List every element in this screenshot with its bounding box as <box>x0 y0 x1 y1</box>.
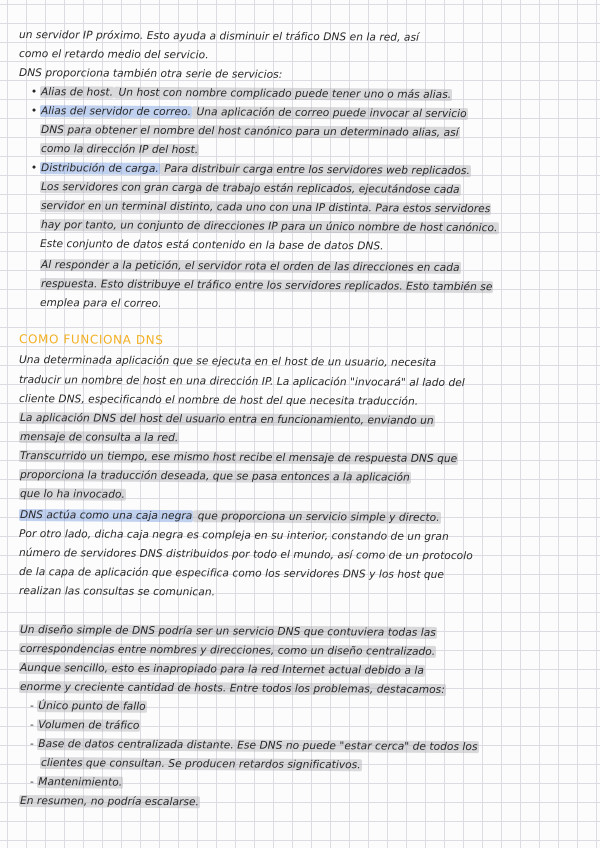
service-title: Alias de host. <box>40 86 114 99</box>
text-line: emplea para el correo. <box>39 297 162 310</box>
text-line: Este conjunto de datos está contenido en la base de datos DNS. <box>39 238 384 253</box>
service-text: Un host con nombre complicado puede tener uno o más alias. <box>115 86 452 101</box>
text-line: traducir un nombre de host en una dirección IP. La aplicación "invocará" al lado del <box>18 374 465 390</box>
text-line: servidor en un terminal distinto, cada uno con una IP distinta. Para estos servidores <box>40 200 491 216</box>
text-line: DNS proporciona también otra serie de servicios: <box>18 67 283 81</box>
text-line: proporciona la traducción deseada, que se pasa entonces a la aplicación <box>19 469 410 484</box>
text-line: respuesta. Esto distribuye el tráfico entre los servidores replicados. Esto también se <box>40 278 493 294</box>
blackbox-title: DNS actúa como una caja negra <box>19 509 193 523</box>
text-line: enorme y creciente cantidad de hosts. Entre todos los problemas, destacamos: <box>19 681 445 696</box>
service-title: Alias del servidor de correo. <box>40 105 192 119</box>
text-line: Al responder a la petición, el servidor rota el orden de las direcciones en cada <box>40 259 460 274</box>
text-line: de la capa de aplicación que especifica como los servidores DNS y los host que <box>18 566 445 581</box>
service-text: Una aplicación de correo puede invocar al servicio <box>193 106 467 121</box>
bullet-icon: • <box>30 105 38 118</box>
problem-item: - Único punto de fallo <box>29 700 146 713</box>
bullet-icon: • <box>30 86 38 99</box>
service-alias-mail <box>28 104 600 123</box>
text-line: un servidor IP próximo. Esto ayuda a disminuir el tráfico DNS en la red, así <box>18 29 420 44</box>
text-line: Los servidores con gran carga de trabajo están replicados, ejecutándose cada <box>40 181 460 196</box>
service-title: Distribución de carga. <box>40 162 159 175</box>
section-heading: COMO FUNCIONA DNS <box>18 332 164 348</box>
text-line: número de servidores DNS distribuidos por todo el mundo, así como de un protocolo <box>18 547 473 563</box>
problem-item: - Mantenimiento. <box>29 776 123 789</box>
text-line: Un diseño simple de DNS podría ser un servicio DNS que contuviera todas las <box>19 624 436 639</box>
problem-item: - Base de datos centralizada distante. Ese DNS no puede "estar cerca" de todos los <box>29 738 478 754</box>
text-line: DNS actúa como una caja negra que proporciona un servicio simple y directo. <box>19 509 440 524</box>
text-line: Aunque sencillo, esto es inapropiado para la red Internet actual debido a la <box>19 662 424 677</box>
text-line: como la dirección IP del host. <box>40 143 199 157</box>
service-load-balancing <box>28 161 600 180</box>
text-line: Por otro lado, dicha caja negra es compleja en su interior, constando de un gran <box>18 528 449 544</box>
bullet-icon: • <box>30 162 38 175</box>
text-line: cliente DNS, especificando el nombre de host del que necesita traducción. <box>18 393 419 408</box>
conclusion: En resumen, no podría escalarse. <box>19 795 200 809</box>
text-line: hay por tanto, un conjunto de direcciones IP para un único nombre de host canónico. <box>40 219 498 235</box>
text-line: Transcurrido un tiempo, ese mismo host recibe el mensaje de respuesta DNS que <box>19 450 458 466</box>
service-text: Para distribuir carga entre los servidores web replicados. <box>160 162 470 178</box>
text-line: Una determinada aplicación que se ejecuta en el host de un usuario, necesita <box>18 354 437 369</box>
text-line: DNS para obtener el nombre del host canónico para un determinado alias, así <box>40 124 459 139</box>
text-line: realizan las consultas se comunican. <box>18 585 216 599</box>
text-line: La aplicación DNS del host del usuario entra en funcionamiento, enviando un <box>19 412 434 427</box>
problem-item: - Volumen de tráfico <box>29 719 140 732</box>
problem-item: clientes que consultan. Se producen retardos significativos. <box>40 757 361 772</box>
text-line: mensaje de consulta a la red. <box>19 431 179 445</box>
text-line: que lo ha invocado. <box>19 488 125 501</box>
service-alias-host <box>28 85 600 104</box>
text-line: como el retardo medio del servicio. <box>18 48 209 62</box>
text-line: correspondencias entre nombres y direcciones, como un diseño centralizado. <box>19 643 436 658</box>
